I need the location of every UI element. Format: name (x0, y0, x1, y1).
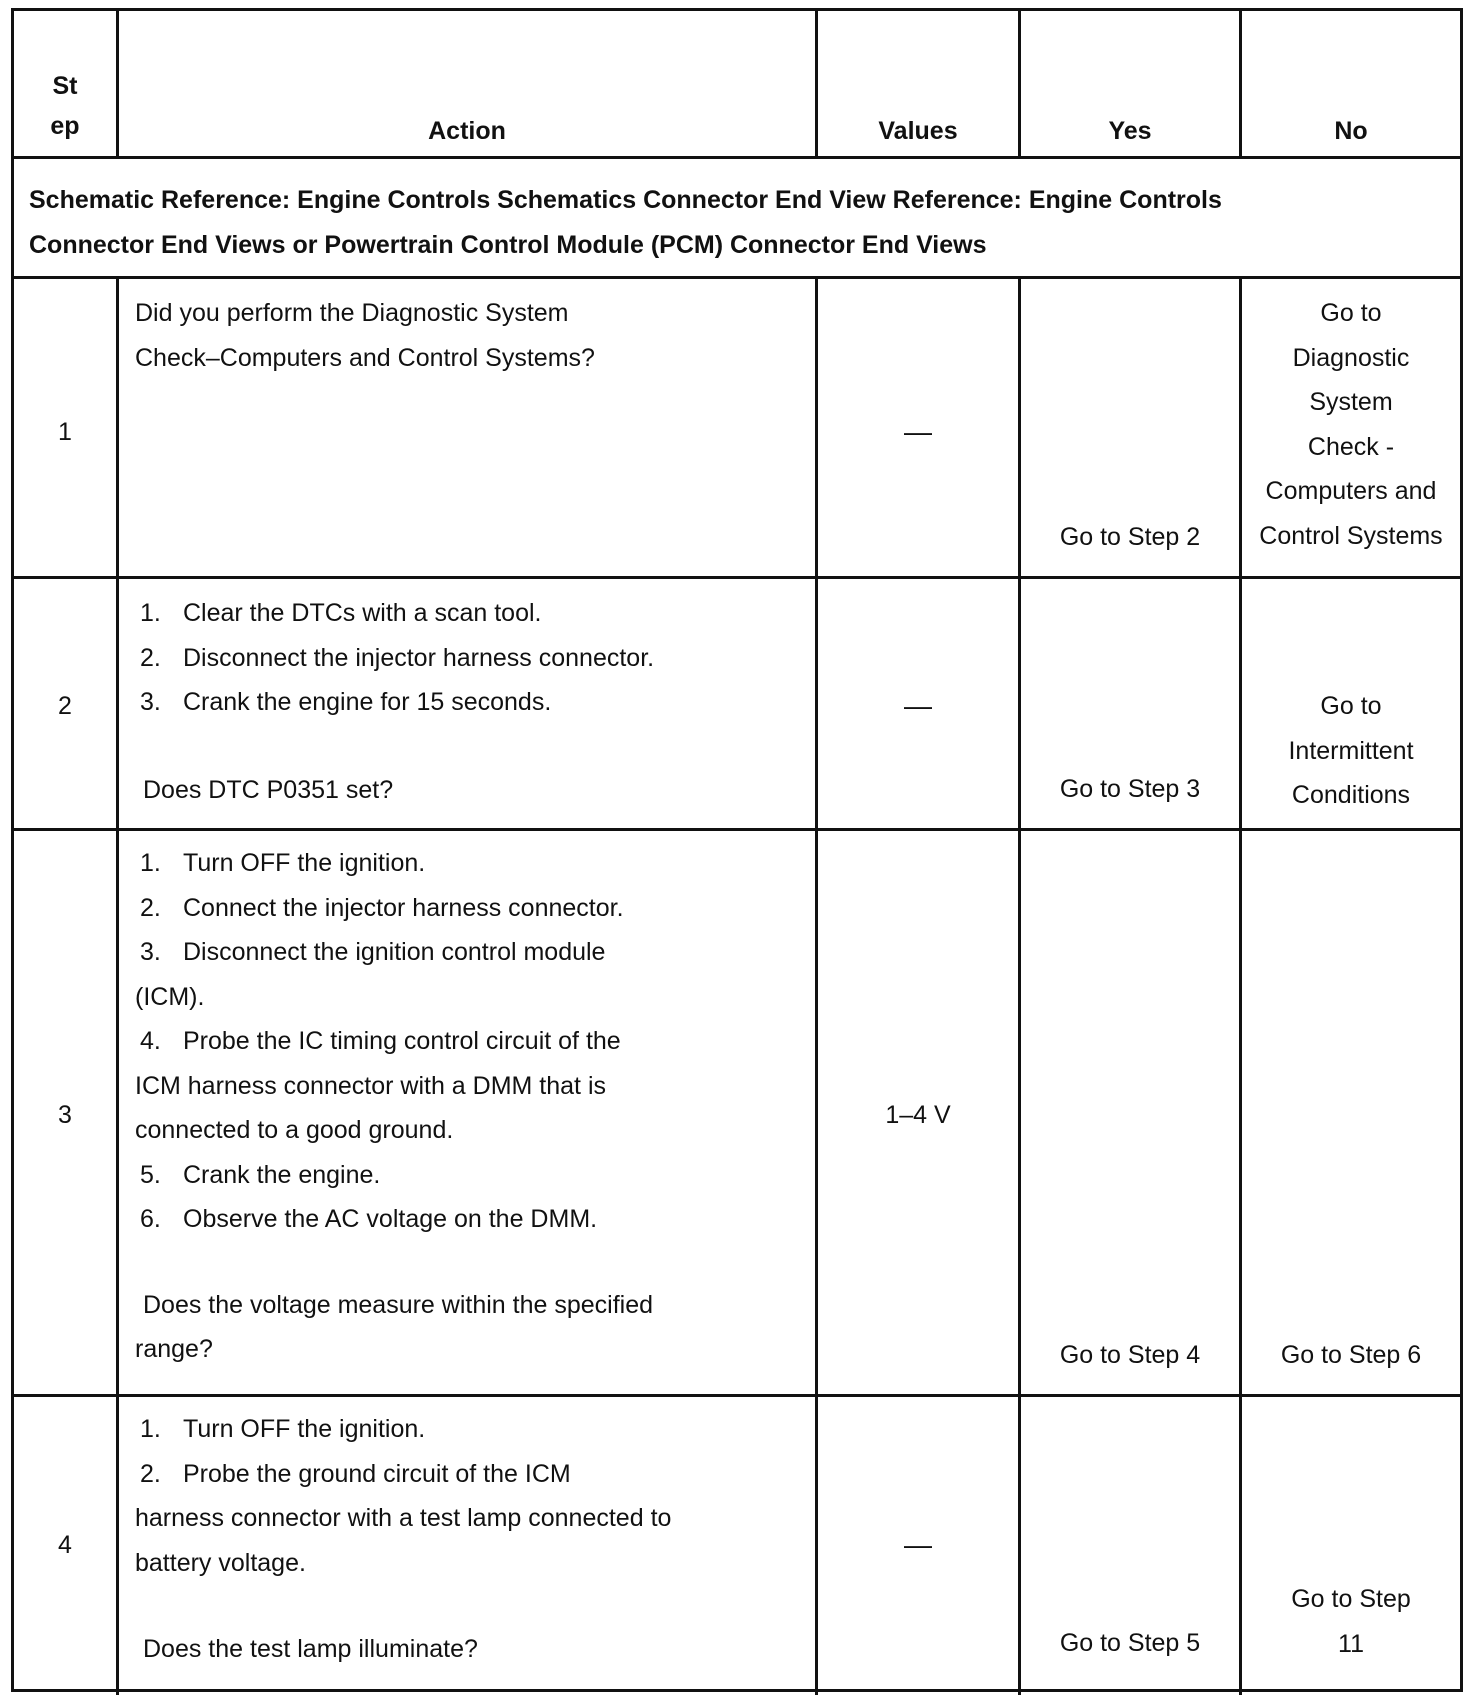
yes-text: Go to Step 2 (1059, 523, 1201, 551)
no-text (1242, 1577, 1460, 1666)
row-divider (14, 576, 1460, 579)
action-step (135, 591, 805, 636)
reference-line: Schematic Reference: Engine Controls Schematics Connector End View Reference: Engine Controls (29, 186, 1222, 214)
no-line: Diagnostic (1292, 343, 1410, 372)
action-question: Does the voltage measure within the specified (143, 1290, 654, 1319)
step-index: 1. (140, 849, 161, 877)
step-number: 1 (58, 418, 72, 446)
step-number: 2 (58, 692, 72, 720)
no-line: System (1309, 388, 1393, 416)
action-text (135, 841, 805, 1372)
action-line: Check–Computers and Control Systems? (135, 343, 595, 372)
col-divider (116, 276, 119, 1695)
header-yes: Yes (1108, 117, 1152, 145)
step-text: Connect the injector harness connector. (183, 893, 624, 922)
no-text (1242, 291, 1460, 558)
step-number: 3 (58, 1101, 72, 1129)
action-line: Did you perform the Diagnostic System (135, 299, 569, 327)
action-step (135, 1452, 805, 1497)
action-step (135, 636, 805, 681)
col-divider (1018, 276, 1021, 1695)
yes-text: Go to Step 4 (1059, 1341, 1201, 1369)
no-line: 11 (1338, 1629, 1364, 1658)
action-question: Does DTC P0351 set? (143, 775, 394, 804)
value-text: — (904, 1529, 932, 1560)
action-step-cont (135, 1541, 805, 1586)
action-text (135, 291, 805, 380)
step-text: Turn OFF the ignition. (183, 1415, 426, 1443)
action-steps (135, 1407, 805, 1585)
yes-text: Go to Step 3 (1059, 775, 1201, 803)
step-text: Probe the ground circuit of the ICM (183, 1459, 571, 1488)
step-index: 4. (140, 1027, 161, 1055)
no-line: Intermittent (1288, 736, 1414, 765)
step-text: Clear the DTCs with a scan tool. (183, 599, 542, 627)
step-index: 2. (140, 643, 161, 672)
action-text (135, 1407, 805, 1672)
step-index: 1. (140, 1415, 161, 1443)
row-divider (14, 156, 1460, 159)
reference-line: Connector End Views or Powertrain Control Module (PCM) Connector End Views (29, 231, 987, 259)
action-steps (135, 841, 805, 1242)
value-text: 1–4 V (885, 1101, 951, 1129)
no-line: Conditions (1291, 781, 1411, 809)
no-text (1242, 684, 1460, 818)
action-question: range? (135, 1335, 213, 1363)
no-line: Go to Step (1291, 1585, 1411, 1613)
step-index: 3. (140, 688, 161, 716)
action-step-cont (135, 975, 805, 1020)
step-text: Disconnect the injector harness connector. (183, 643, 655, 672)
step-index: 6. (140, 1205, 161, 1233)
no-line: Computers and (1265, 477, 1437, 505)
no-line: Check - (1307, 432, 1395, 461)
action-step (135, 886, 805, 931)
yes-text: Go to Step 5 (1059, 1629, 1201, 1657)
header-action: Action (428, 117, 506, 145)
step-index: 5. (140, 1160, 161, 1189)
action-step (135, 1019, 805, 1064)
step-number: 4 (58, 1531, 72, 1559)
row-divider (14, 828, 1460, 831)
step-text: Probe the IC timing control circuit of the (183, 1027, 621, 1055)
action-step (135, 841, 805, 886)
no-line: Go to (1320, 692, 1382, 720)
step-text: (ICM). (135, 982, 205, 1011)
header-step-line: ep (50, 112, 80, 140)
action-step (135, 1197, 805, 1242)
value-text: — (904, 690, 932, 721)
step-text: Disconnect the ignition control module (183, 938, 606, 966)
step-text: Crank the engine. (183, 1160, 381, 1189)
action-step (135, 930, 805, 975)
action-step (135, 1407, 805, 1452)
step-text: ICM harness connector with a DMM that is (135, 1071, 606, 1100)
step-text: harness connector with a test lamp connected to (135, 1504, 672, 1532)
no-text: Go to Step 6 (1280, 1341, 1422, 1369)
schematic-reference (29, 178, 1449, 268)
step-text: Observe the AC voltage on the DMM. (183, 1205, 598, 1233)
header-step (14, 66, 116, 146)
action-text (135, 591, 805, 812)
action-step (135, 680, 805, 725)
step-text: Crank the engine for 15 seconds. (183, 688, 552, 716)
header-no: No (1334, 117, 1368, 145)
step-text: Turn OFF the ignition. (183, 849, 426, 877)
step-index: 1. (140, 599, 161, 627)
action-step-cont (135, 1064, 805, 1109)
col-divider (815, 276, 818, 1695)
action-step (135, 1153, 805, 1198)
action-step-cont (135, 1496, 805, 1541)
step-index: 2. (140, 1459, 161, 1488)
diagnostic-table (11, 8, 1463, 1692)
step-text: connected to a good ground. (135, 1116, 454, 1144)
action-step-cont (135, 1108, 805, 1153)
step-index: 3. (140, 938, 161, 966)
header-values: Values (878, 117, 958, 145)
step-index: 2. (140, 893, 161, 922)
row-divider (14, 276, 1460, 279)
no-line: Control Systems (1259, 521, 1443, 550)
action-question: Does the test lamp illuminate? (143, 1635, 478, 1663)
row-divider (14, 1394, 1460, 1397)
step-text: battery voltage. (135, 1548, 306, 1577)
value-text: — (904, 416, 932, 447)
action-steps (135, 591, 805, 725)
no-line: Go to (1320, 299, 1382, 327)
header-step-line: St (52, 72, 78, 100)
